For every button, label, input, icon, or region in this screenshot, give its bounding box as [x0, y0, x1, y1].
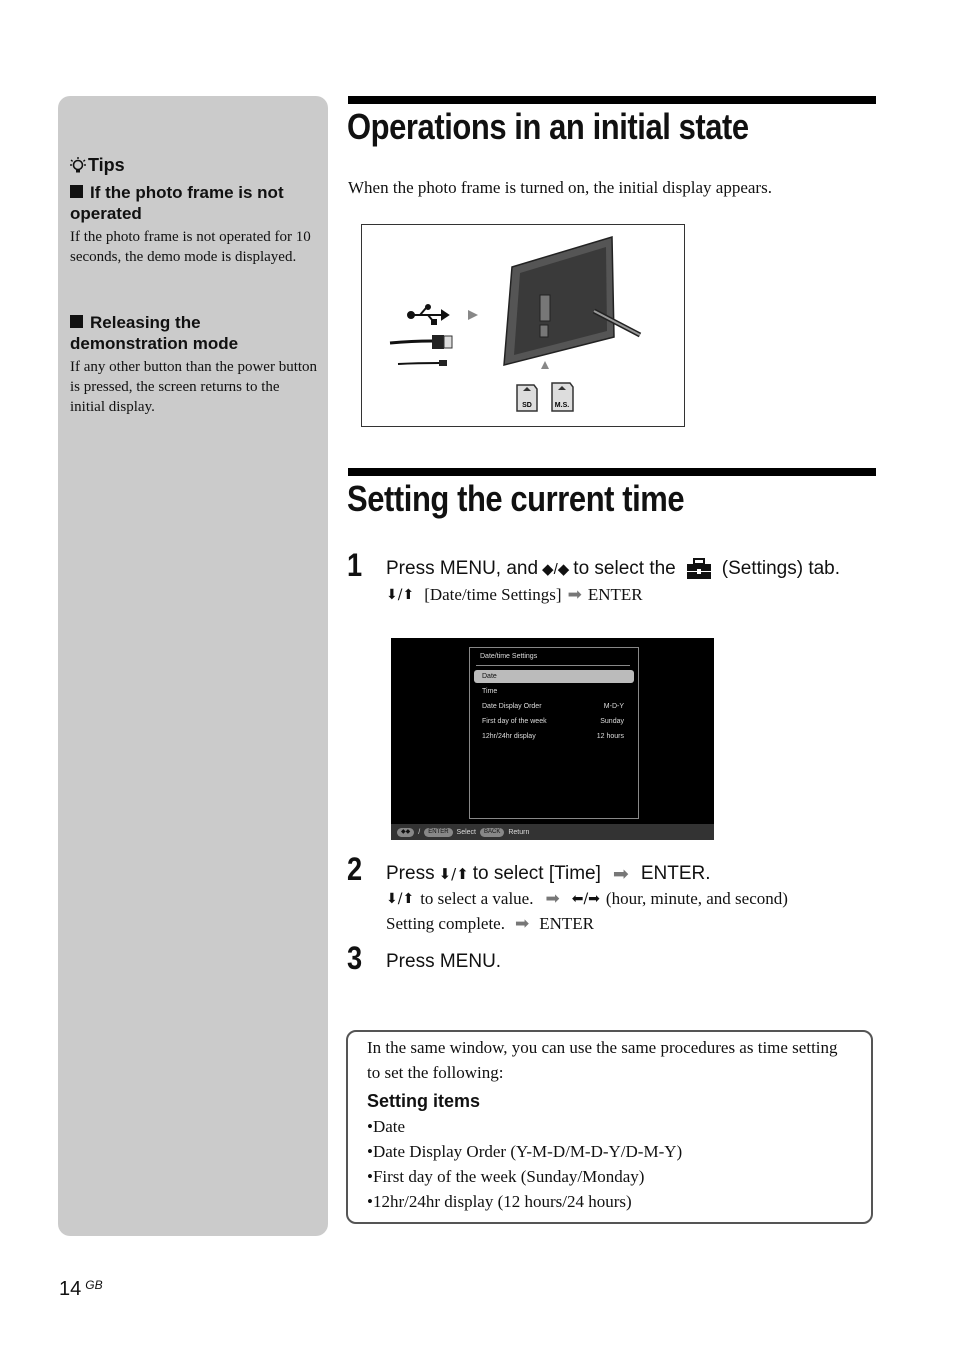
step-number: 3	[347, 940, 363, 976]
tips-heading	[70, 155, 125, 176]
note-heading: Setting items	[367, 1091, 481, 1111]
menu-row-first-day[interactable]: First day of the week Sunday	[482, 718, 624, 725]
left-right-arrow-icon: ⬅/➡	[571, 891, 600, 907]
sd-card-icon	[517, 385, 537, 411]
down-up-arrow-icon: ⬇/⬆	[386, 587, 415, 603]
tip-releasing-demo	[70, 312, 318, 417]
left-right-arrow-icon: ◆/◆	[542, 561, 570, 578]
step-instruction: Press MENU.	[386, 951, 502, 972]
tip-not-operated	[70, 182, 318, 267]
panel-title: Date/time Settings	[480, 653, 538, 660]
date-time-settings-screen	[391, 638, 714, 840]
list-item: •First day of the week (Sunday/Monday)	[367, 1167, 645, 1186]
right-arrow-icon: ➡	[612, 863, 629, 885]
list-item: •Date	[367, 1117, 406, 1136]
intro-text: When the photo frame is turned on, the initial display appears.	[348, 178, 772, 197]
menu-row-hour-display[interactable]: 12hr/24hr display 12 hours	[482, 733, 624, 740]
menu-row-date-display-order[interactable]: Date Display Order M-D-Y	[482, 703, 624, 710]
usb-icon	[408, 305, 448, 324]
list-item: •Date Display Order (Y-M-D/M-D-Y/D-M-Y)	[367, 1142, 683, 1161]
settings-toolbox-icon	[686, 558, 712, 580]
tips-label: Tips	[88, 155, 125, 175]
list-item: •12hr/24hr display (12 hours/24 hours)	[367, 1192, 632, 1211]
step-instruction: Press ⬇/⬆ to select [Time] ➡ ENTER.	[386, 863, 711, 885]
note-box	[346, 1030, 873, 1224]
menu-row-time[interactable]: Time	[482, 688, 498, 695]
page-suffix: GB	[85, 1278, 103, 1292]
memory-stick-icon	[552, 383, 573, 411]
step-number: 1	[347, 547, 363, 583]
ms-label: M.S.	[554, 402, 570, 409]
tip-body: If any other button than the power button is pressed, the screen returns to the initial display.	[70, 359, 318, 415]
right-arrow-icon: ➡	[545, 889, 560, 909]
step-instruction: Press MENU, and ◆/◆ to select the (Settings) tab.	[386, 558, 841, 579]
page-number: 14 $^{GB}$	[59, 1278, 103, 1300]
section-title: Setting the current time	[347, 478, 685, 519]
screen-footer: ◆◆ / ENTER Select BACK Return	[391, 824, 714, 840]
step-detail: ⬇/⬆ to select a value. ➡ ⬅/➡ (hour, minute, and second)	[386, 889, 788, 909]
tip-body: If the photo frame is not operated for 10 seconds, the demo mode is displayed.	[70, 229, 311, 265]
back-badge: BACK	[480, 828, 504, 837]
tips-sidebar	[58, 96, 328, 1236]
settings-panel	[469, 647, 639, 819]
square-bullet-icon	[70, 315, 83, 328]
select-label: Select	[456, 828, 476, 836]
navigate-icon: ◆◆	[397, 828, 414, 837]
enter-badge: ENTER	[424, 828, 452, 837]
square-bullet-icon	[70, 185, 83, 198]
tip-title: Releasing the demonstration mode	[70, 313, 239, 353]
step-number: 2	[347, 851, 363, 887]
lightbulb-icon	[70, 157, 86, 175]
setting-items-list	[367, 1114, 851, 1214]
step-detail: ⬇/⬆ [Date/time Settings] ➡ ENTER	[386, 585, 643, 605]
menu-row-date[interactable]: Date	[474, 670, 634, 683]
right-arrow-icon: ➡	[514, 914, 530, 934]
tip-title: If the photo frame is not operated	[70, 183, 284, 223]
section-rule	[348, 96, 876, 104]
down-up-arrow-icon: ⬇/⬆	[438, 865, 469, 883]
photo-frame-illustration	[361, 224, 685, 427]
sd-label: SD	[522, 402, 532, 409]
step-detail: Setting complete. ➡ ENTER	[386, 914, 595, 934]
return-label: Return	[508, 828, 530, 836]
section-title: Operations in an initial state	[347, 106, 749, 147]
section-rule	[348, 468, 876, 476]
note-text: In the same window, you can use the same procedures as time setting to set the following:	[367, 1038, 838, 1082]
down-up-arrow-icon: ⬇/⬆	[386, 891, 415, 907]
right-arrow-icon: ➡	[567, 585, 582, 605]
